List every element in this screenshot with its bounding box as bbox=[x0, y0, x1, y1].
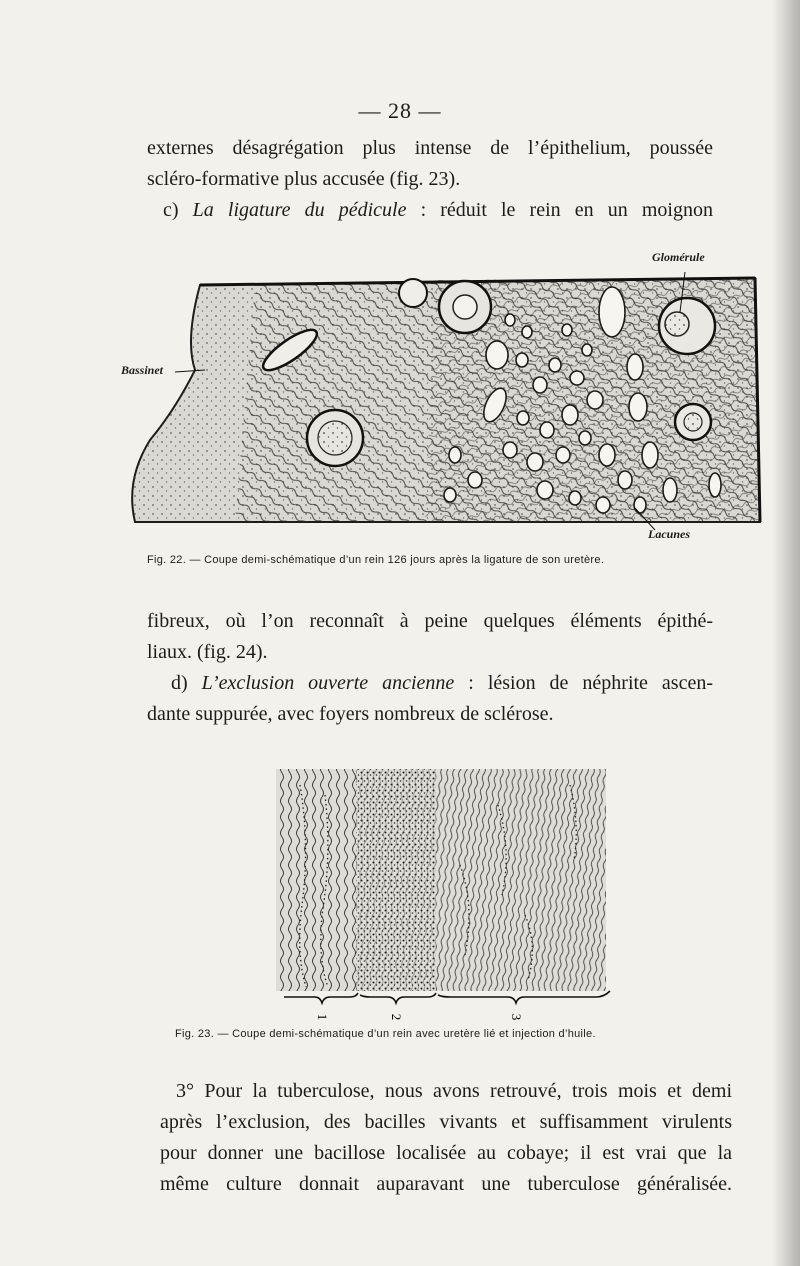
figure-22-label-bassinet: Bassinet bbox=[121, 363, 164, 377]
paragraph-2-line-2: liaux. (fig. 24). bbox=[147, 641, 268, 663]
paragraph-3-line-1: 3° Pour la tuberculose, nous avons retrouvé, trois mois et demi bbox=[176, 1080, 732, 1102]
paragraph-1 bbox=[147, 133, 713, 226]
paragraph-2-enum: d) bbox=[171, 672, 202, 694]
paragraph-3-line-2: après l’exclusion, des bacilles vivants et suffisamment virulents bbox=[160, 1111, 732, 1133]
figure-22-caption: Fig. 22. — Coupe demi-schématique d’un rein 126 jours après la ligature de son uretère. bbox=[147, 554, 605, 566]
paragraph-3-line-4: même culture donnait auparavant une tuberculose généralisée. bbox=[160, 1173, 732, 1195]
paragraph-1-italic-heading: La ligature du pédicule bbox=[192, 199, 407, 221]
figure-23-mark-1: 1 bbox=[315, 1013, 330, 1021]
paragraph-2-line-1: fibreux, où l’on reconnaît à peine quelques éléments épithé- bbox=[147, 610, 713, 632]
paragraph-2-line-4: dante suppurée, avec foyers nombreux de sclérose. bbox=[147, 703, 554, 725]
paragraph-2-line-3-rest: : lésion de néphrite ascen- bbox=[454, 672, 713, 694]
figure-23-mark-3: 3 bbox=[509, 1013, 524, 1021]
paragraph-3-line-3: pour donner une bacillose localisée au cobaye; il est vrai que la bbox=[160, 1142, 732, 1164]
paragraph-2-line-3 bbox=[147, 668, 713, 699]
paragraph-2-italic-heading: L’exclusion ouverte ancienne bbox=[201, 672, 455, 694]
figure-23-mark-2: 2 bbox=[389, 1013, 404, 1021]
paragraph-1-line-2: scléro-formative plus accusée (fig. 23). bbox=[147, 168, 461, 190]
figure-23-caption: Fig. 23. — Coupe demi-schématique d’un rein avec uretère lié et injection d’huile. bbox=[175, 1028, 596, 1040]
paragraph-2 bbox=[147, 606, 713, 730]
paragraph-1-enum: c) bbox=[163, 199, 193, 221]
paragraph-1-line-3 bbox=[147, 195, 713, 226]
figure-23-illustration bbox=[270, 765, 620, 1025]
page-edge-shadow bbox=[772, 0, 800, 1266]
figure-22-label-glomerule: Glomérule bbox=[652, 250, 705, 264]
figure-22-label-lacunes: Lacunes bbox=[648, 527, 690, 541]
paragraph-1-line-1: externes désagrégation plus intense de l’épithelium, poussée bbox=[147, 137, 713, 159]
paragraph-3 bbox=[160, 1076, 732, 1200]
figure-22-illustration bbox=[115, 250, 765, 550]
page-number: — 28 — bbox=[358, 98, 442, 123]
paragraph-1-line-3-rest: : réduit le rein en un moignon bbox=[406, 199, 713, 221]
